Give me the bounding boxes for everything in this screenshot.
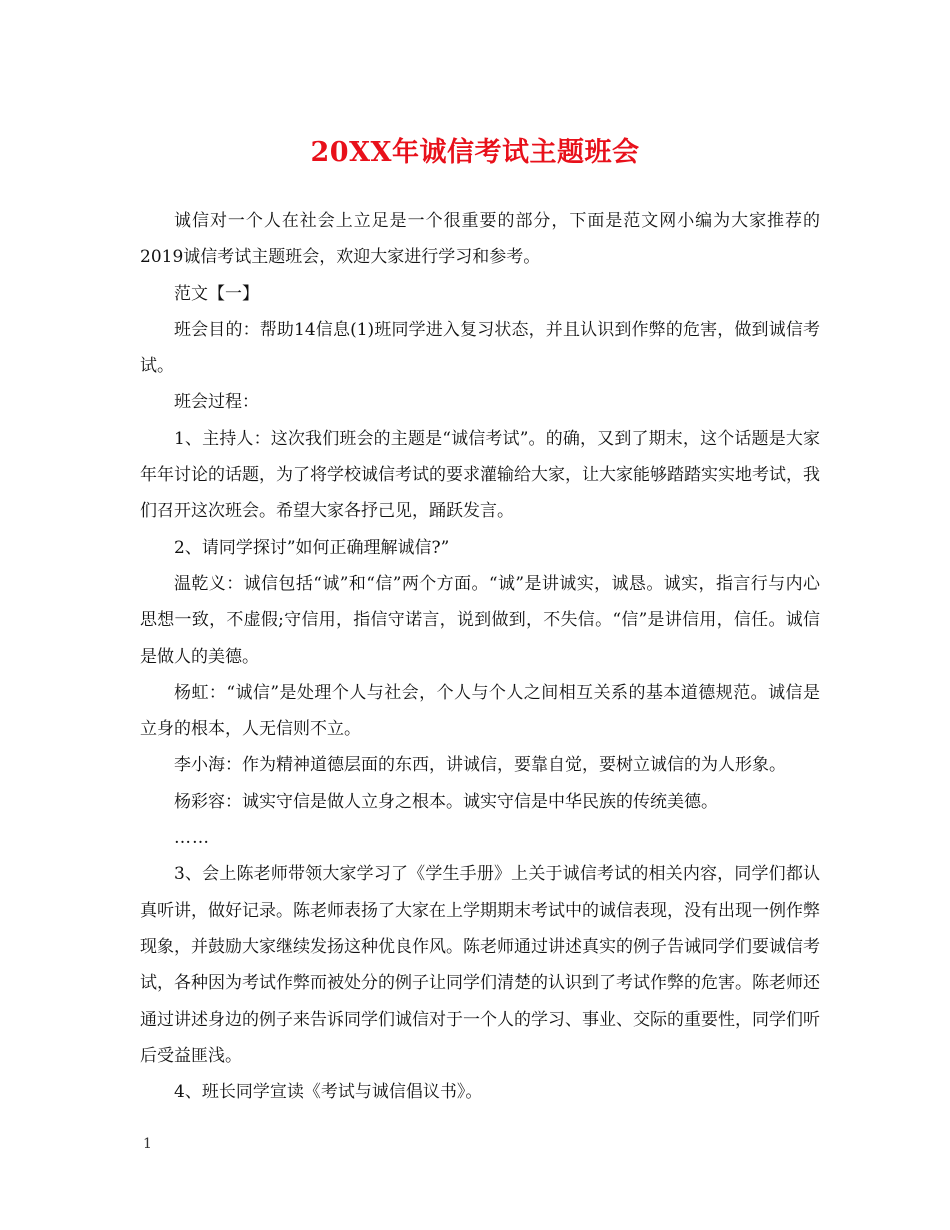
paragraph-speaker-yanghong: 杨虹：“诚信”是处理个人与社会，个人与个人之间相互关系的基本道德规范。诚信是立身的根本，人无信则不立。 <box>140 682 820 740</box>
paragraph-item-1: 1、主持人：这次我们班会的主题是“诚信考试”。的确，又到了期末，这个话题是大家年年讨论的话题，为了将学校诚信考试的要求灌输给大家，让大家能够踏踏实实地考试，我们召开这次班会。希望大家各抒己见，踊跃发言。 <box>140 428 820 522</box>
paragraph-intro: 诚信对一个人在社会上立足是一个很重要的部分，下面是范文网小编为大家推荐的2019诚信考试主题班会，欢迎大家进行学习和参考。 <box>140 211 820 268</box>
paragraph-speaker-li: 李小海：作为精神道德层面的东西，讲诚信，要靠自觉，要树立诚信的为人形象。 <box>174 755 786 776</box>
paragraph-process-heading: 班会过程： <box>174 392 259 413</box>
paragraph-item-3: 3、会上陈老师带领大家学习了《学生手册》上关于诚信考试的相关内容，同学们都认真听讲，做好记录。陈老师表扬了大家在上学期期末考试中的诚信表现，没有出现一例作弊现象，并鼓励大家继续发扬这种优良作风。陈老师通过讲述真实的例子告诫同学们要诚信考试，各种因为考试作弊而被处分的例子让同学们清楚的认识到了考试作弊的危害。陈老师还通过讲述身边的例子来告诉同学们诚信对于一个人的学习、事业、交际的重要性，同学们听后受益匪浅。 <box>140 864 820 1066</box>
paragraph-section-heading: 范文【一】 <box>174 283 259 304</box>
paragraph-ellipsis: …… <box>174 828 210 849</box>
page-number: 1 <box>143 1136 152 1152</box>
paragraph-speaker-yangcairong: 杨彩容：诚实守信是做人立身之根本。诚实守信是中华民族的传统美德。 <box>174 791 718 812</box>
paragraph-item-4: 4、班长同学宣读《考试与诚信倡议书》。 <box>174 1082 483 1103</box>
paragraph-purpose: 班会目的：帮助14信息(1)班同学进入复习状态，并且认识到作弊的危害，做到诚信考试。 <box>140 319 820 377</box>
document-title: 20XX年诚信考试主题班会 <box>310 137 640 168</box>
document-body <box>140 203 820 1110</box>
paragraph-item-2: 2、请同学探讨”如何正确理解诚信?” <box>174 537 450 558</box>
paragraph-speaker-wen: 温乾义：诚信包括“诚”和“信”两个方面。“诚”是讲诚实，诚恳。诚实，指言行与内心思想一致，不虚假;守信用，指信守诺言，说到做到，不失信。“信”是讲信用，信任。诚信是做人的美德。 <box>140 573 820 667</box>
